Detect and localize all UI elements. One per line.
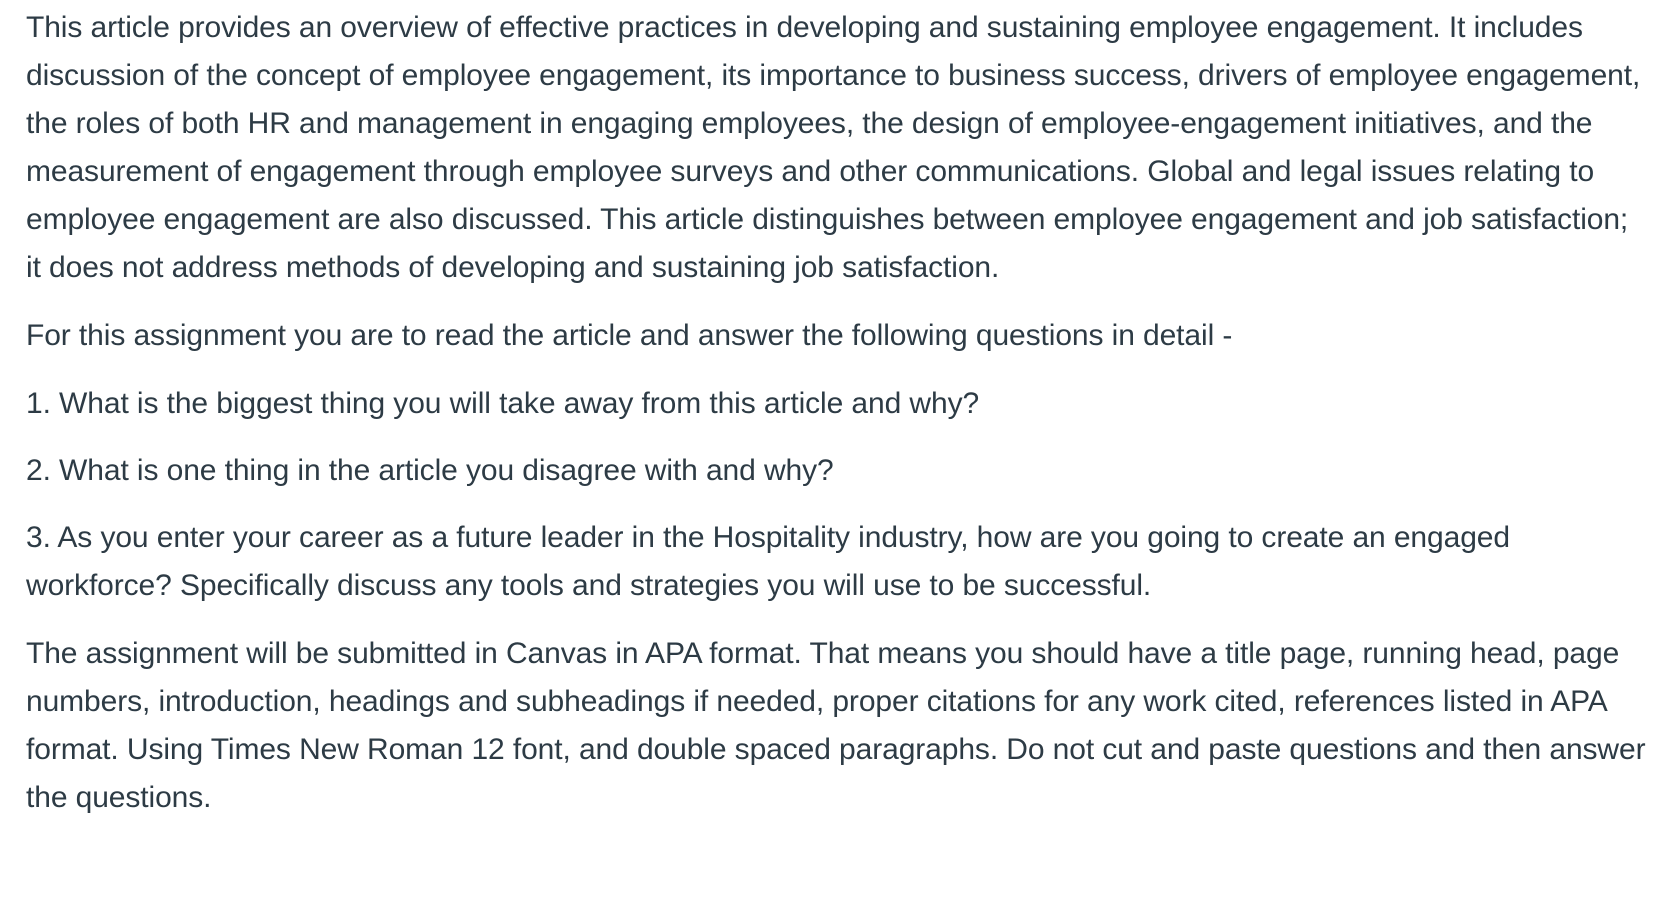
question-2: 2. What is one thing in the article you disagree with and why? [26,454,834,487]
assignment-description [26,4,1648,842]
instructions-paragraph: For this assignment you are to read the article and answer the following questions in detail - [26,319,1233,352]
overview-paragraph: This article provides an overview of effective practices in developing and sustaining employee engagement. It includes discussion of the concept of employee engagement, its importance to business success, drivers of employee engagement, the roles of both HR and management in engaging employees, the design of employee-engagement initiatives, and the measurement of engagement through employee surveys and other communications. Global and legal issues relating to employee engagement are also discussed. This article distinguishes between employee engagement and job satisfaction; it does not address methods of developing and sustaining job satisfaction. [26,11,1641,284]
submission-paragraph: The assignment will be submitted in Canvas in APA format. That means you should have a title page, running head, page numbers, introduction, headings and subheadings if needed, proper citations for any work cited, references listed in APA format. Using Times New Roman 12 font, and double spaced paragraphs. Do not cut and paste questions and then answer the questions. [26,637,1646,814]
question-3: 3. As you enter your career as a future leader in the Hospitality industry, how are you going to create an engaged workforce? Specifically discuss any tools and strategies you will use to be successful. [26,521,1510,602]
question-1: 1. What is the biggest thing you will take away from this article and why? [26,387,980,420]
